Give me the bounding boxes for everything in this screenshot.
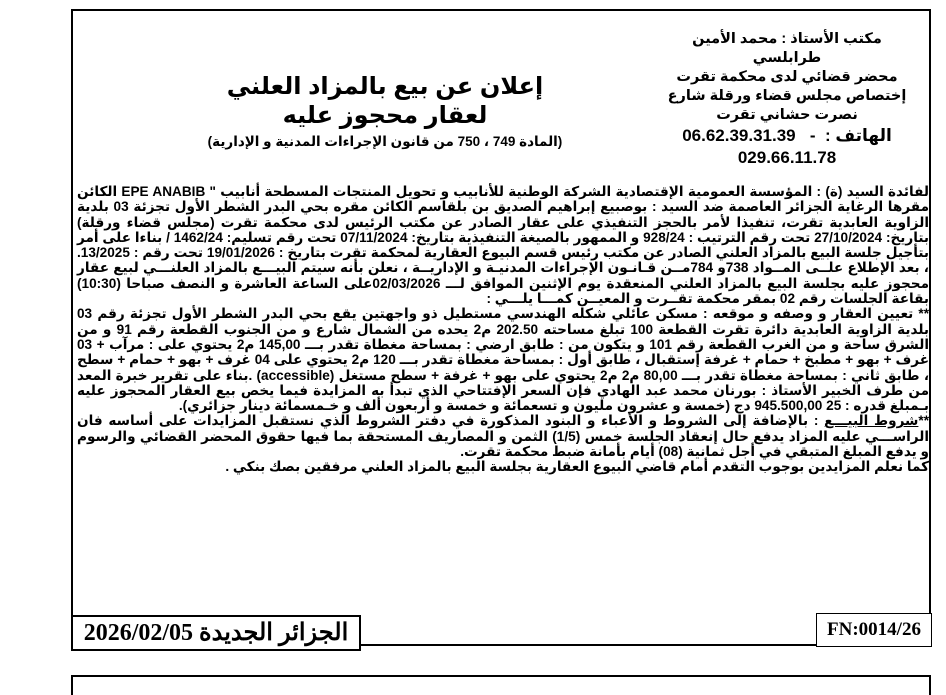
notice-title: إعلان عن بيع بالمزاد العلني: [226, 73, 544, 100]
notice-title-block: [200, 72, 570, 152]
office-address: نصرت حشاني تقرت: [716, 107, 858, 123]
next-notice-frame: [71, 675, 931, 695]
conditions-text: : بالإضافة إلى الشروط و الأعباء و البنود المذكورة في دفتر الشروط الذي نستقبل المزايدات على أساسه فان الراســـي عليه المزاد يدفع حال إنعقاد الجلسة خمس (1/5) الثمن و المصاريف المستحقة بما فيها حقوق المحضر القضائي والرسوم و يدفع المبلغ المتبقي في أجل ثمانية (08) أيام بأمانة ضبط محكمة تقرت.: [77, 413, 930, 460]
phone-label: الهاتف :: [824, 126, 892, 145]
body-paragraph-conditions: [77, 413, 929, 459]
notice-subtitle: لعقار محجوز عليه: [282, 102, 488, 129]
legal-reference: (المادة 749 ، 750 من قانون الإجراءات المدنية و الإدارية): [207, 134, 563, 149]
office-phone-row: [662, 125, 912, 147]
phone-number-2: 029.66.11.78: [737, 148, 837, 167]
bailiff-office-header: [662, 30, 912, 169]
conditions-prefix: **: [918, 413, 929, 429]
body-paragraph-property: ** تعيين العقار و وصفه و موقعه : مسكن عائلي شكله الهندسي مستطيل ذو واجهتين يقع بحي البدر الشطر الأول تجزئة رقم 03 بلدية الزاوية العابدية دائرة تقرت القطعة 100 تبلغ مساحته 202.50 م2 يحده من الشمال شارع و من الجنوب القطعة رقم 91 و من الشرق ساحة و من الغرب القطعة رقم 101 و يتكون من : طابق ارضي : بمساحة مغطاة تقدر بـــ 145,00 م2 يحتوي على : مرآب + 03 غرف + بهو + مطبخ + حمام + غرفة إستقبال ، طابق أول : بمساحة مغطاة تقدر بـــ 120 م2 يحتوي على 04 غرف + بهو + حمام + سطح ، طابق ثاني : بمساحة مغطاة تقدر بـــ 80,00 م2 م2 يحتوي على بهو + غرفة + سطح مستغل (accessible) .بناء على تقرير خبرة المعد من طرف الخبير الأستاذ : بورنان محمد عبد الهادي فإن السعر الإفتتاحي الذي تبدأ به المزايدة فيما يخص بيع العقار المحجوز عليه بـمبلغ قدره : 25 945.500,00 دج (خمسة و عشرون مليون و تسعمائة و خمسة و أربعون ألف و خـمسمائة دينار جزائري).: [77, 306, 929, 414]
conditions-label: شروط البيـــع: [824, 413, 919, 429]
body-paragraph-parties: لفائدة السيد (ة) : المؤسسة العمومية الإقتصادية الشركة الوطنية للأنابيب و تحويل المنتجات المسطحة أنابيب " EPE ANABIB الكائن مقرها الرغاية الجزائر العاصمة ضد السيد : بوصبيع إبراهيم الصديق بن بلقاسم الكائن مقره بحي البدر الشطر الأول تجزئة 03 بلدية الزاوية العابدية تقرت، تنفيذا لأمر بالحجز التنفيذي على عقار الصادر عن مكتب الرئيس لدى محكمة تقرت (مجلس قضاء ورقلة) بتاريخ: 27/10/2024 تحت رقم الترتيب : 928/24 و الممهور بالصيغة التنفيذية بتاريخ: 07/11/2024 تحت رقم تسليم: 1462/24 / بناءا على أمر بتأجيل جلسة البيع بالمزاد العلني الصادر عن مكتب رئيس قسم البيوع العقارية لمحكمة تقرت بتاريخ : 19/01/2026 تحت رقم : 13/2025. ، بعد الإطلاع علــى المــواد 738و 784مــن قـانـون الإجراءات المدنيـة و الإداريــة ، نعلن بأنه سيتم البيـــع بالمزاد العلنـــي لبيع عقار محجوز عليه بجلسة البيع بالمزاد العلني المنعقدة يوم الإثنين الموافق لـــ 02/03/2026على الساعة العاشرة و النصف صباحا (10:30) بقاعة الجلسات رقم 02 بمقر محكمة تقــرت و المعيــن كمـــا يلـــي :: [77, 184, 929, 307]
office-name: مكتب الأستاذ : محمد الأمين طرابلسي: [692, 31, 882, 66]
office-jurisdiction: إختصاص مجلس قضاء ورقلة شارع: [667, 88, 907, 104]
frame-bottom-border: [360, 644, 825, 646]
phone-separator: -: [809, 126, 816, 145]
phone-number-1: 06.62.39.31.39: [682, 126, 796, 145]
newspaper-date-box: الجزائر الجديدة 2026/02/05: [71, 615, 361, 651]
body-paragraph-notice: كما نعلم المزايدين بوجوب التقدم أمام قاضي البيوع العقارية بجلسة البيع بالمزاد العلني مرفقين بصك بنكي .: [225, 459, 929, 475]
office-role: محضر قضائي لدى محكمة تقرت: [676, 69, 898, 85]
reference-number-box: FN:0014/26: [816, 613, 932, 647]
notice-body: [77, 184, 929, 475]
